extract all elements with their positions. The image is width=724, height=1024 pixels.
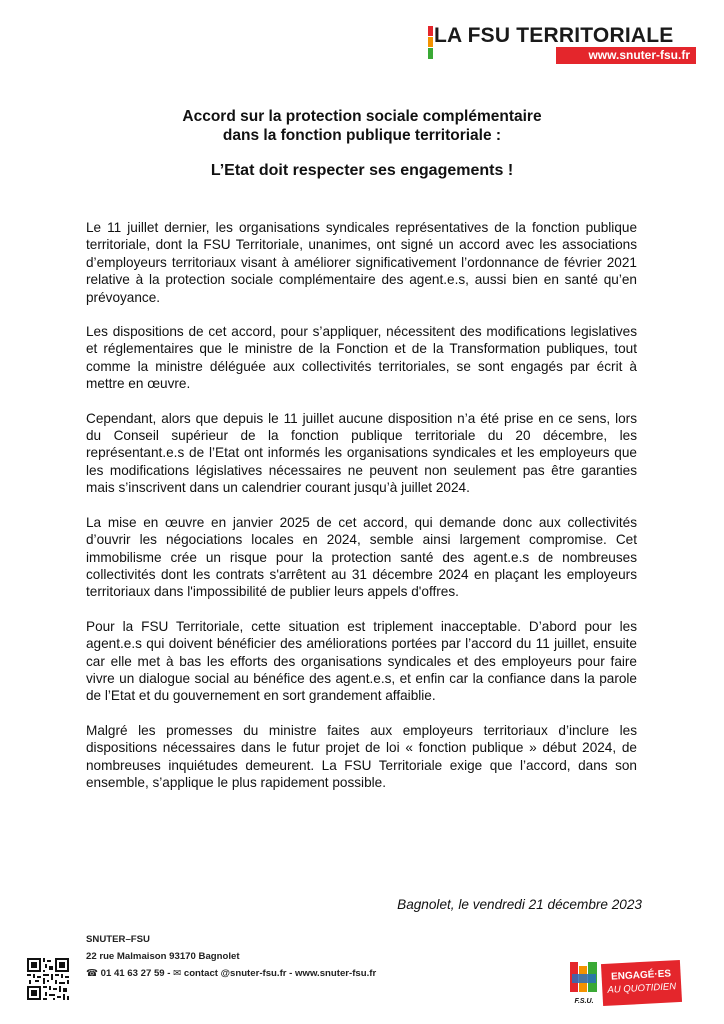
paragraph: Les dispositions de cet accord, pour s’appliquer, nécessitent des modifications legislatives et réglementaires que le ministre de la Fonction et de la Transformation publiques, tout comme la ministre déléguée aux collectivités territoriales, se sont engagés par écrit à mettre en œuvre. (86, 324, 637, 392)
fsu-label: F.S.U. (574, 998, 594, 1005)
title-line-2: dans la fonction publique territoriale : (222, 127, 502, 144)
footer-org: SNUTER–FSU (86, 934, 150, 945)
paragraph: La mise en œuvre en janvier 2025 de cet accord, qui demande donc aux collectivités d’ouvrir les négociations locales en 2024, semble ainsi largement compromise. Cet immobilisme crée un risque pour la protection santé des agent.e.s de nombreuses collectivités dont les contrats s'arrêtent au 31 décembre 2024 en plaçant les employeurs territoriaux dans l'impossibilité de publier leurs appels d'offres. (86, 514, 637, 600)
document-title (0, 107, 724, 145)
footer-contact-line[interactable]: ☎ 01 41 63 27 59 - ✉ contact @snuter-fsu.fr - www.snuter-fsu.fr (86, 968, 377, 979)
engagees-banner (601, 960, 682, 1006)
footer-contact (86, 931, 376, 982)
footer-address: 22 rue Malmaison 93170 Bagnolet (86, 951, 240, 962)
paragraph: Malgré les promesses du ministre faites aux employeurs territoriaux d’inclure les dispositions nécessaires dans le futur projet de loi « fonction publique » début 2024, de nombreuses inquiétudes demeurent. La FSU Territoriale exige que l’accord, dans son ensemble, s’applique le plus rapidement possible. (86, 722, 637, 790)
fsu-engagees-badge (569, 960, 681, 1008)
engagees-line-1: ENGAGÉ·ES (610, 968, 672, 983)
paragraph: Le 11 juillet dernier, les organisations syndicales représentatives de la fonction publique territoriale, dont la FSU Territoriale, unanimes, ont signé un accord avec les associations d’employeurs territoriaux visant à améliorer significativement l’ordonnance de février 2021 relative à la protection sociale complémentaire des agent.e.s, aussi bien en santé qu’en prévoyance. (86, 220, 637, 305)
signature-date: Bagnolet, le vendredi 21 décembre 2023 (397, 897, 642, 912)
paragraph: Cependant, alors que depuis le 11 juillet aucune disposition n’a été prise en ce sens, lors du Conseil supérieur de la fonction publique territoriale du 20 décembre, les représentant.e.s de l’Etat ont informés les organisations syndicales et les employeurs que les modifications législatives nécessaires ne peuvent non seulement pas être garanties mais s’inscrivent dans un calendrier courant jusqu’à juillet 2024. (86, 410, 637, 496)
fsu-logo-icon (569, 960, 599, 1006)
document-body (86, 219, 637, 808)
title-line-1: Accord sur la protection sociale complémentaire (182, 108, 542, 125)
document-subtitle: L’Etat doit respecter ses engagements ! (210, 162, 514, 179)
logo-brand-text: LA FSU TERRITORIALE (434, 24, 674, 47)
paragraph: Pour la FSU Territoriale, cette situation est triplement inacceptable. D’abord pour les agent.e.s qui doivent bénéficier des améliorations portées par l’accord du 11 juillet, ensuite car elle met à bas les efforts des organisations syndicales et des employeurs pour faire vivre un dialogue social au bénéfice des agent.e.s, et enfin car la confiance dans la parole de l’Etat et du gouvernement en sort grandement affaiblie. (86, 618, 637, 704)
fsu-territoriale-logo (428, 24, 696, 62)
logo-url[interactable]: www.snuter-fsu.fr (556, 47, 696, 64)
qr-code-icon[interactable] (27, 958, 69, 1000)
engagees-line-2: AU QUOTIDIEN (607, 981, 677, 996)
